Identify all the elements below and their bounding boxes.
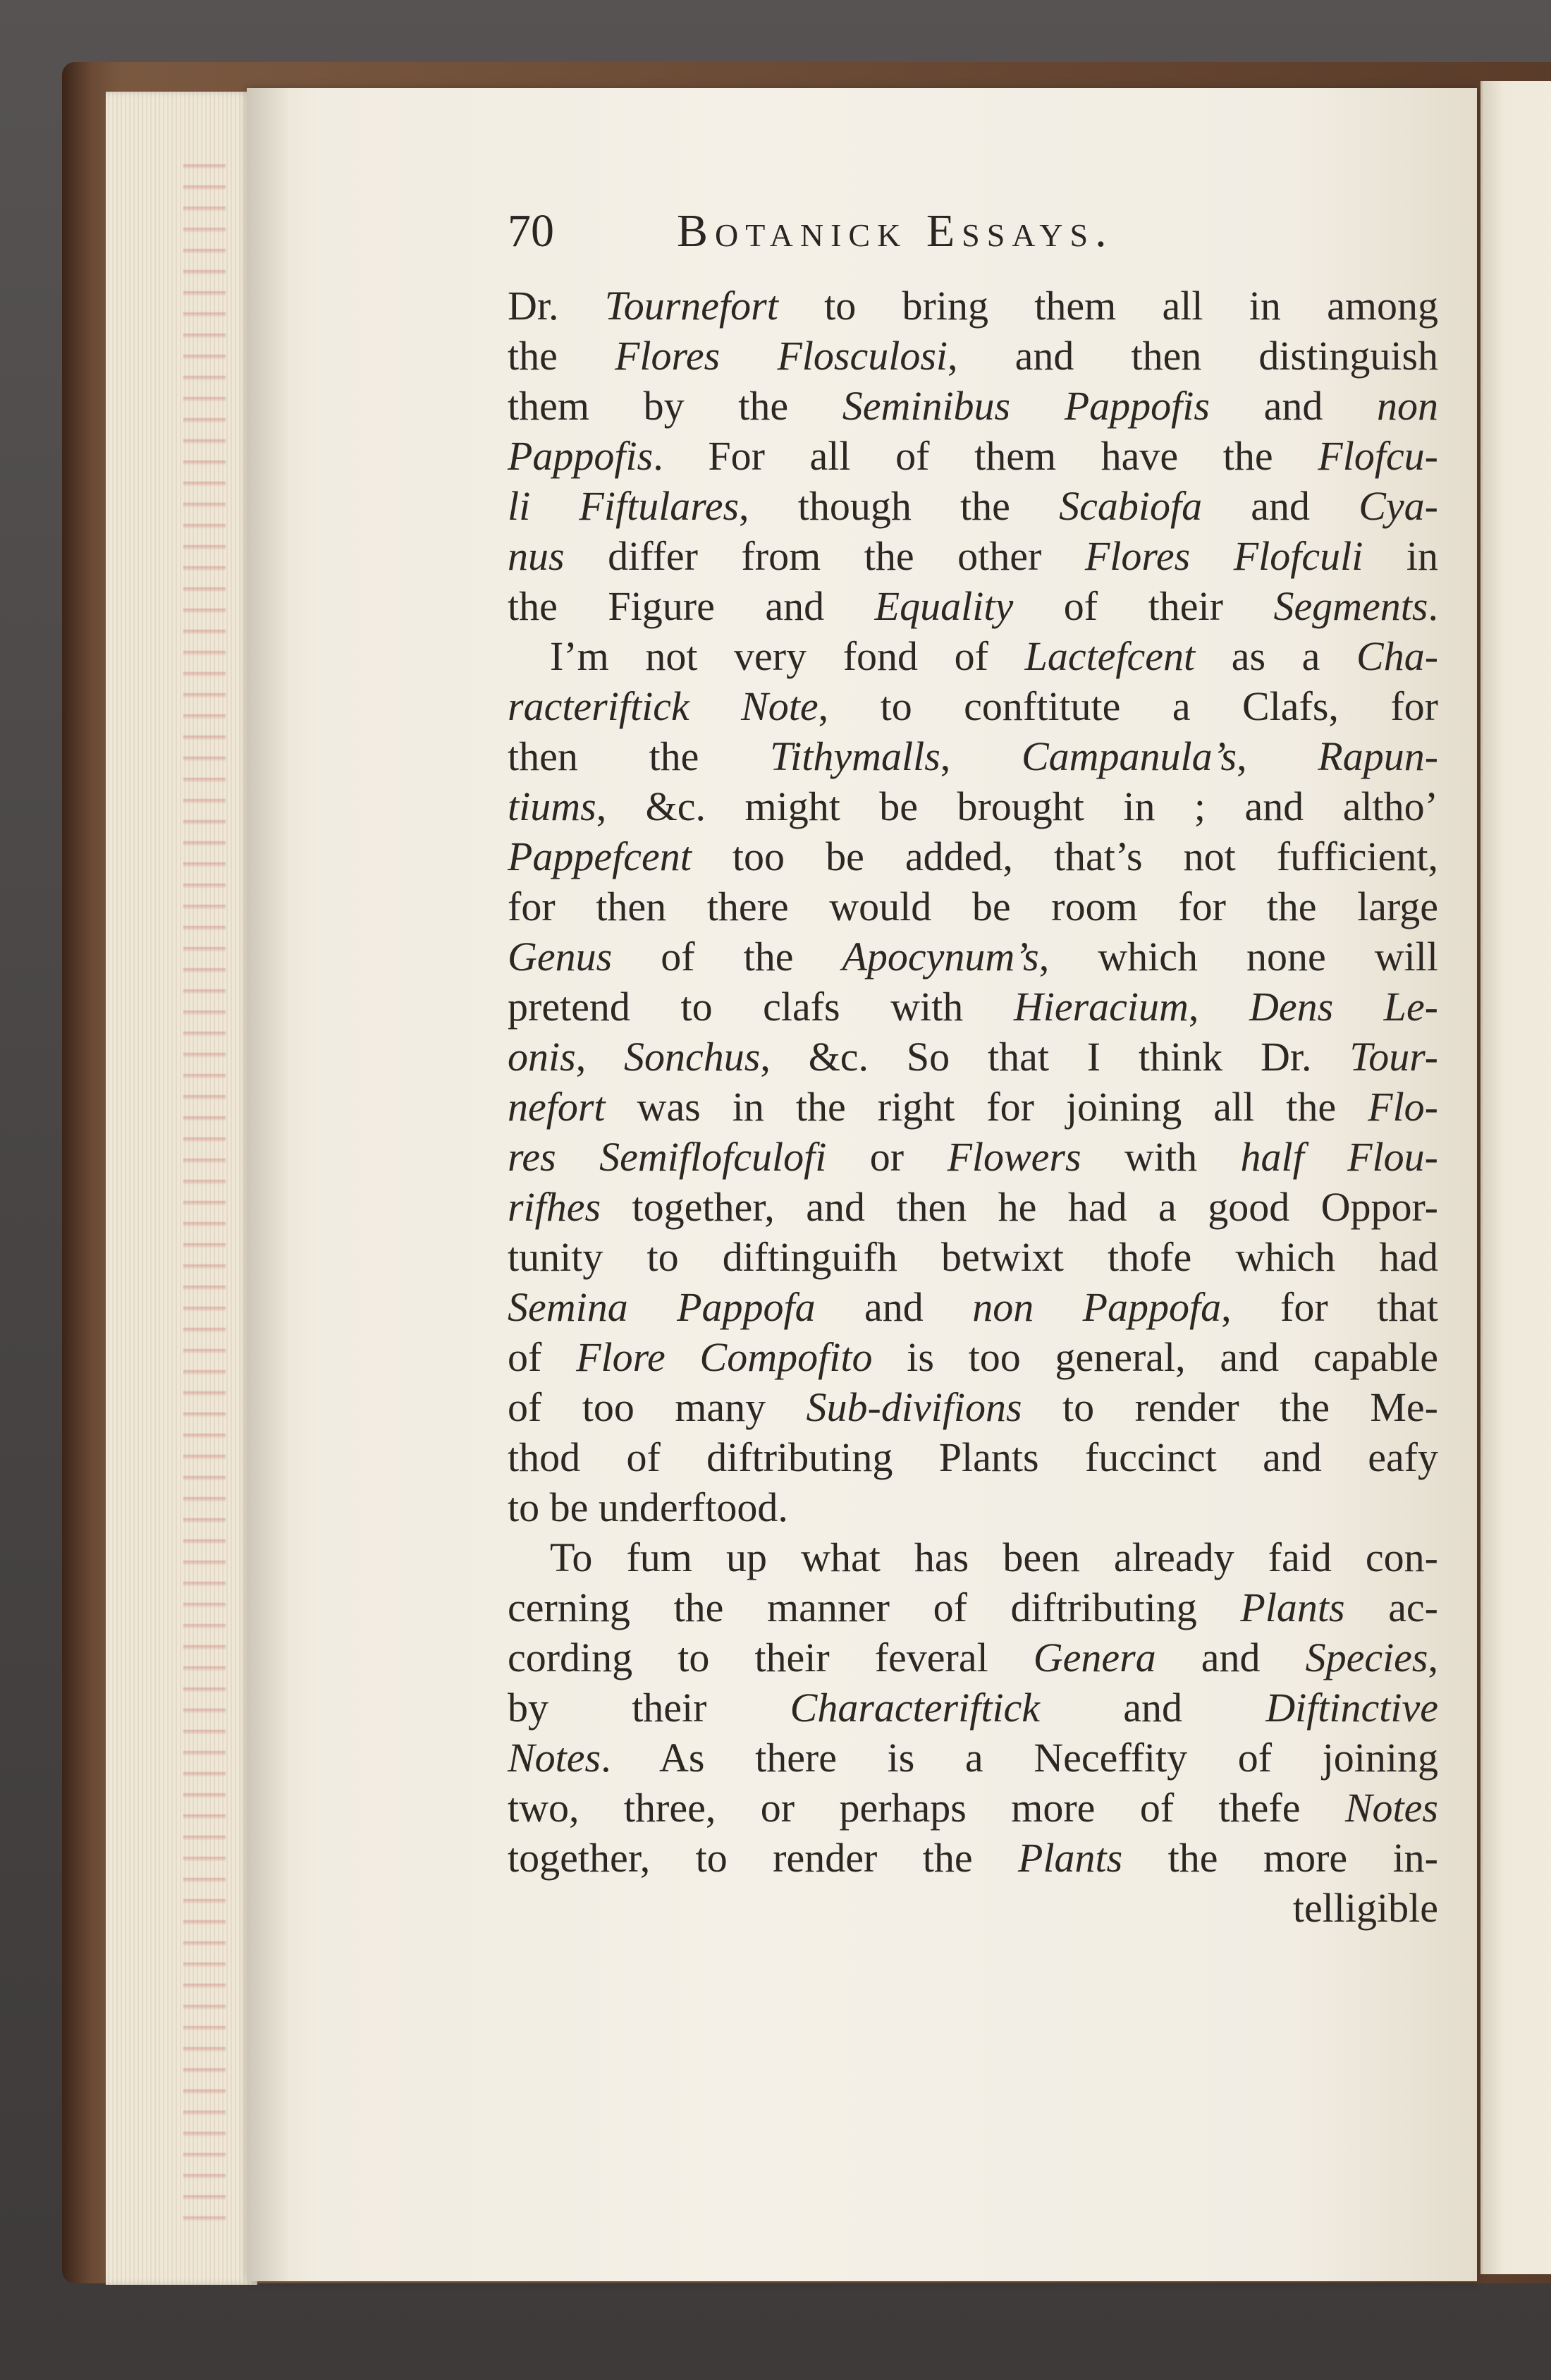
text-line: To fum up what has been already faid con- (550, 1534, 1438, 1580)
page-number: 70 (508, 205, 554, 257)
text-line: Genus of the Apocynum’s, which none will (508, 934, 1438, 980)
text-line: telligible (1292, 1885, 1438, 1931)
text-line: cording to their feveral Genera and Species, (508, 1635, 1438, 1680)
text-line: by their Characteriftick and Diftinctive (508, 1685, 1438, 1731)
text-line: the Figure and Equality of their Segments. (508, 583, 1438, 629)
running-title: Botanick Essays. (677, 205, 1114, 257)
text-line: thod of diftributing Plants fuccinct and eafy (508, 1434, 1438, 1480)
text-line: Pappofis. For all of them have the Flofcu- (508, 433, 1438, 479)
text-line: together, to render the Plants the more in- (508, 1835, 1438, 1881)
text-line: li Fiftulares, though the Scabiofa and Cya- (508, 483, 1438, 529)
text-line: tiums, &c. might be brought in ; and altho’ (508, 783, 1438, 829)
text-line: Pappefcent too be added, that’s not fufficient, (508, 834, 1438, 879)
text-line: of too many Sub-divifions to render the Me- (508, 1384, 1438, 1430)
text-line: cerning the manner of diftributing Plants ac- (508, 1585, 1438, 1630)
body-text (508, 281, 1438, 1933)
text-line: to be underftood. (508, 1484, 788, 1530)
text-line: them by the Seminibus Pappofis and non (508, 383, 1438, 429)
text-line: then the Tithymalls, Campanula’s, Rapun- (508, 733, 1439, 779)
text-line: racteriftick Note, to conftitute a Clafs, for (508, 683, 1438, 729)
text-line: Semina Pappofa and non Pappofa, for that (508, 1284, 1438, 1330)
text-line: rifhes together, and then he had a good Oppor- (508, 1184, 1438, 1230)
text-line: nus differ from the other Flores Flofculi in (508, 533, 1439, 579)
text-line: pretend to clafs with Hieracium, Dens Le- (508, 984, 1438, 1030)
text-line: I’m not very fond of Lactefcent as a Cha- (550, 633, 1439, 679)
text-line: Notes. As there is a Neceffity of joining (508, 1735, 1438, 1781)
page-header (508, 205, 1438, 268)
text-line: tunity to diftinguifh betwixt thofe which had (508, 1234, 1438, 1280)
text-line: two, three, or perhaps more of thefe Notes (508, 1785, 1438, 1831)
text-line: res Semiflofculofi or Flowers with half Flou- (508, 1134, 1438, 1180)
facing-page-edge (1480, 81, 1551, 2274)
text-line: for then there would be room for the large (508, 884, 1438, 929)
gutter-shadow (247, 88, 289, 2281)
text-line: the Flores Flosculosi, and then distinguish (508, 333, 1439, 379)
text-line: nefort was in the right for joining all the Flo- (508, 1084, 1438, 1130)
page-edges (106, 92, 257, 2285)
text-line: Dr. Tournefort to bring them all in among (508, 283, 1439, 329)
text-line: onis, Sonchus, &c. So that I think Dr. Tour- (508, 1034, 1438, 1080)
text-line: of Flore Compofito is too general, and capable (508, 1334, 1438, 1380)
